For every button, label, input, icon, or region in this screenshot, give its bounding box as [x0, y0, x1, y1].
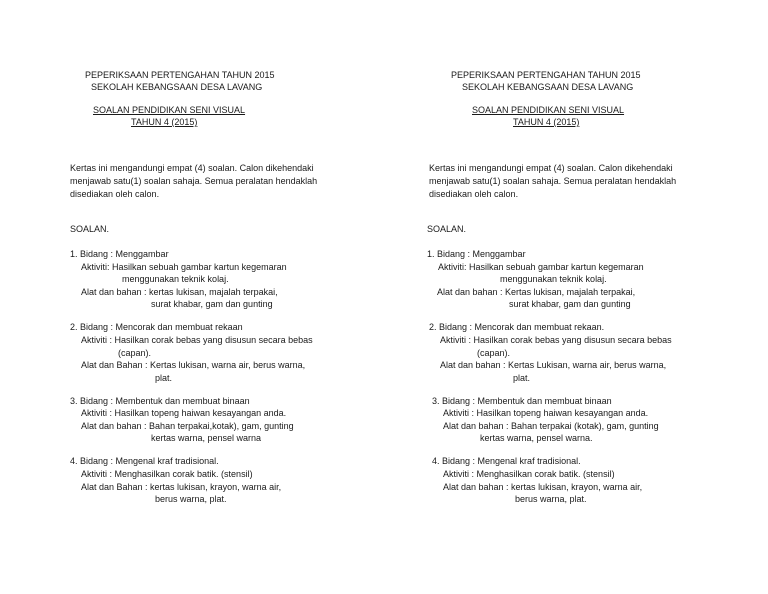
instructions-line-2: menjawab satu(1) soalan sahaja. Semua peralatan hendaklah [70, 176, 318, 186]
q1-alat: Alat dan bahan : kertas lukisan, majalah terpakai, [81, 287, 278, 297]
school-name: SEKOLAH KEBANGSAAN DESA LAVANG [91, 82, 263, 92]
school-name: SEKOLAH KEBANGSAAN DESA LAVANG [462, 82, 634, 92]
q2-aktiviti: Aktiviti : Hasilkan corak bebas yang disusun secara bebas [81, 335, 313, 345]
q2-bidang: 2. Bidang : Mencorak dan membuat rekaan [70, 322, 243, 332]
section-label: SOALAN. [70, 224, 110, 234]
q1-aktiviti-cont: menggunakan teknik kolaj. [500, 274, 607, 284]
subject-title: SOALAN PENDIDIKAN SENI VISUAL [472, 105, 625, 115]
q1-aktiviti: Aktiviti: Hasilkan sebuah gambar kartun kegemaran [438, 262, 644, 272]
q1-alat: Alat dan bahan : Kertas lukisan, majalah terpakai, [437, 287, 636, 297]
q3-alat: Alat dan bahan : Bahan terpakai,kotak), gam, gunting [81, 421, 294, 431]
q2-aktiviti: Aktiviti : Hasilkan corak bebas yang disusun secara bebas [440, 335, 672, 345]
instructions-line-2: menjawab satu(1) soalan sahaja. Semua peralatan hendaklah [429, 176, 677, 186]
q4-alat: Alat dan Bahan : kertas lukisan, krayon, warna air, [81, 482, 282, 492]
q1-alat-cont: surat khabar, gam dan gunting [151, 299, 273, 309]
instructions-line-1: Kertas ini mengandungi empat (4) soalan. Calon dikehendaki [429, 163, 673, 173]
instructions-line-1: Kertas ini mengandungi empat (4) soalan. Calon dikehendaki [70, 163, 314, 173]
q1-aktiviti-cont: menggunakan teknik kolaj. [122, 274, 229, 284]
exam-title: PEPERIKSAAN PERTENGAHAN TAHUN 2015 [85, 70, 275, 80]
section-label: SOALAN. [427, 224, 467, 234]
q2-alat: Alat dan Bahan : Kertas lukisan, warna air, berus warna, [81, 360, 306, 370]
q2-alat-cont: plat. [155, 373, 173, 383]
q3-alat: Alat dan bahan : Bahan terpakai (kotak), gam, gunting [443, 421, 659, 431]
q1-bidang: 1. Bidang : Menggambar [70, 249, 169, 259]
q2-alat: Alat dan bahan : Kertas Lukisan, warna air, berus warna, [440, 360, 667, 370]
q4-alat: Alat dan bahan : kertas lukisan, krayon, warna air, [443, 482, 643, 492]
q4-aktiviti: Aktiviti : Menghasilkan corak batik. (stensil) [81, 469, 253, 479]
instructions-line-3: disediakan oleh calon. [429, 189, 519, 199]
q4-aktiviti: Aktiviti : Menghasilkan corak batik. (stensil) [443, 469, 615, 479]
q2-aktiviti-cont: (capan). [118, 348, 152, 358]
year-title: TAHUN 4 (2015) [131, 117, 198, 127]
q2-aktiviti-cont: (capan). [477, 348, 511, 358]
q4-bidang: 4. Bidang : Mengenal kraf tradisional. [70, 456, 219, 466]
q3-bidang: 3. Bidang : Membentuk dan membuat binaan [432, 396, 612, 406]
subject-title: SOALAN PENDIDIKAN SENI VISUAL [93, 105, 246, 115]
q2-alat-cont: plat. [513, 373, 531, 383]
year-title: TAHUN 4 (2015) [513, 117, 580, 127]
q4-alat-cont: berus warna, plat. [515, 494, 587, 504]
q2-bidang: 2. Bidang : Mencorak dan membuat rekaan. [429, 322, 605, 332]
q3-alat-cont: kertas warna, pensel warna [151, 433, 262, 443]
q3-alat-cont: kertas warna, pensel warna. [480, 433, 593, 443]
q1-aktiviti: Aktiviti: Hasilkan sebuah gambar kartun kegemaran [81, 262, 287, 272]
q3-bidang: 3. Bidang : Membentuk dan membuat binaan [70, 396, 250, 406]
q3-aktiviti: Aktiviti : Hasilkan topeng haiwan kesayangan anda. [81, 408, 287, 418]
exam-title: PEPERIKSAAN PERTENGAHAN TAHUN 2015 [451, 70, 641, 80]
right-sheet [384, 0, 768, 594]
q4-bidang: 4. Bidang : Mengenal kraf tradisional. [432, 456, 581, 466]
instructions-line-3: disediakan oleh calon. [70, 189, 160, 199]
q4-alat-cont: berus warna, plat. [155, 494, 227, 504]
q1-bidang: 1. Bidang : Menggambar [427, 249, 526, 259]
q1-alat-cont: surat khabar, gam dan gunting [509, 299, 631, 309]
q3-aktiviti: Aktiviti : Hasilkan topeng haiwan kesayangan anda. [443, 408, 649, 418]
